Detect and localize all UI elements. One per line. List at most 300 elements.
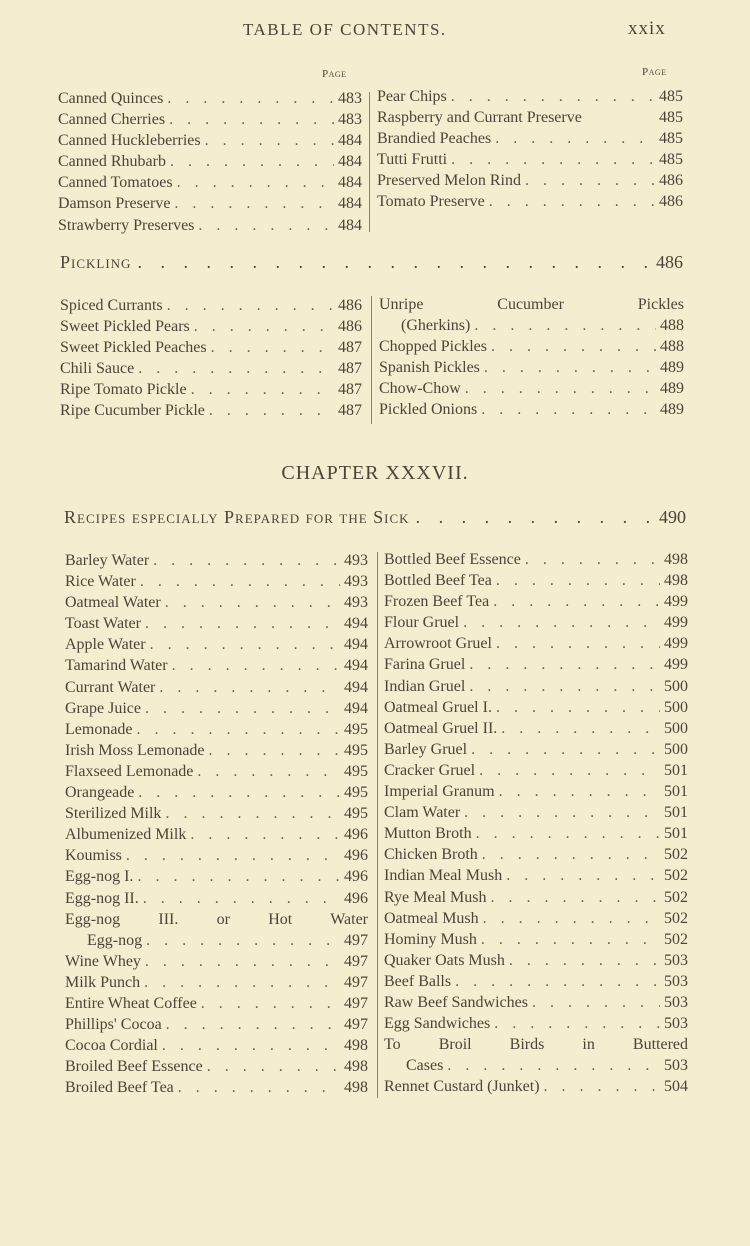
section-title: Pickling [60,252,132,272]
entry-title: Oatmeal Mush [384,909,479,927]
entry-title: Canned Cherries [58,111,166,129]
toc-entry [379,357,684,378]
section-title: Recipes especially Prepared for the Sick [64,507,410,527]
entry-title: To Broil Birds in Buttered [384,1036,688,1054]
dot-leader [471,739,660,760]
toc-entry [384,739,688,760]
entry-page: 497 [344,952,368,970]
entry-title: Barley Water [65,552,150,569]
entry-page: 501 [664,825,688,843]
entry-title: Chopped Pickles [379,338,487,356]
dot-leader [138,358,334,379]
toc-entry [379,336,684,357]
toc-entry [384,697,688,718]
dot-leader [506,865,660,886]
toc-entry [65,888,368,909]
toc-entry [379,315,684,336]
entry-page: 489 [660,380,684,398]
dot-leader [191,379,334,400]
toc-entry [384,971,688,992]
entry-title: Imperial Granum [384,783,495,801]
entry-page: 497 [344,994,368,1012]
dot-leader [494,1013,660,1034]
toc-entry-line [379,294,684,315]
entry-page: 499 [664,656,688,674]
dot-leader [416,507,653,528]
toc-entry [65,1056,368,1077]
toc-entry [65,845,368,866]
entry-page: 486 [659,172,683,190]
sick-left-column [65,550,368,1098]
toc-entry [65,930,368,951]
dot-leader [499,781,660,802]
dot-leader [194,316,334,337]
entry-page: 500 [664,677,688,695]
entry-page: 499 [664,635,688,653]
preserves-right-column [377,86,683,213]
dot-leader [140,571,340,592]
entry-page: 485 [659,88,683,105]
entry-title: Sterilized Milk [65,805,162,823]
entry-page: 495 [344,762,368,780]
entry-page: 487 [338,360,362,378]
entry-title: Farina Gruel [384,656,466,674]
toc-entry [58,109,362,130]
entry-page: 485 [659,130,683,148]
section-heading-pickling [60,252,683,273]
dot-leader [495,128,655,149]
toc-entry [377,86,683,107]
toc-entry [65,1035,368,1056]
dot-leader [165,592,340,613]
entry-page: 497 [344,1016,368,1034]
entry-page: 495 [344,741,368,759]
entry-page: 489 [660,401,684,419]
dot-leader [451,86,655,107]
toc-entry [60,295,362,316]
entry-title: Chili Sauce [60,360,135,378]
entry-title: Milk Punch [65,973,141,991]
entry-title: Brandied Peaches [377,130,492,148]
dot-leader [211,337,334,358]
entry-page: 496 [344,889,368,907]
entry-page: 503 [664,972,688,990]
entry-title: Albumenized Milk [65,826,187,844]
entry-title: Chicken Broth [384,846,478,864]
toc-entry [377,149,683,170]
toc-entry [384,865,688,886]
toc-entry [58,130,362,151]
dot-leader [145,613,340,634]
entry-page: 500 [664,698,688,716]
dot-leader [465,378,656,399]
entry-page: 502 [664,867,688,885]
entry-title: Chow-Chow [379,380,461,398]
entry-title: Preserved Melon Rind [377,172,521,190]
page-column-label: Page [642,66,667,78]
toc-entry [58,151,362,172]
entry-page: 497 [344,973,368,991]
toc-entry [384,612,688,633]
dot-leader [482,844,660,865]
entry-page: 495 [344,784,368,802]
toc-entry [384,823,688,844]
toc-entry [65,655,368,676]
running-title: TABLE OF CONTENTS. [243,20,447,39]
dot-leader [509,950,660,971]
dot-leader [143,888,340,909]
entry-page: 503 [664,993,688,1011]
entry-page: 483 [338,111,362,129]
dot-leader [167,88,334,109]
dot-leader [491,336,656,357]
dot-leader [489,191,655,212]
toc-entry [60,358,362,379]
dot-leader [166,1014,340,1035]
toc-entry [65,719,368,740]
dot-leader [170,151,334,172]
dot-leader [165,803,340,824]
toc-entry [384,950,688,971]
entry-page: 484 [338,195,362,213]
dot-leader [493,591,660,612]
entry-title: Entire Wheat Coffee [65,994,197,1012]
toc-entry [65,1077,368,1098]
entry-title: Phillips' Cocoa [65,1016,162,1034]
entry-title: Canned Quinces [58,90,164,107]
toc-entry [379,378,684,399]
toc-entry [384,802,688,823]
entry-page: 501 [664,804,688,822]
entry-page: 499 [664,593,688,611]
dot-leader [474,315,656,336]
dot-leader [153,550,340,571]
entry-page: 485 [659,109,683,127]
entry-title: Clam Water [384,804,461,822]
dot-leader [197,761,340,782]
toc-entry [384,760,688,781]
toc-entry [379,399,684,420]
entry-title: Rice Water [65,573,136,591]
entry-page: 496 [344,826,368,844]
entry-title: Indian Meal Mush [384,867,503,885]
entry-title-continued: Cases [406,1057,444,1075]
entry-title: Damson Preserve [58,195,171,213]
entry-page: 498 [664,572,688,590]
dot-leader [144,972,340,993]
toc-entry [384,929,688,950]
toc-entry [384,676,688,697]
entry-title: Cocoa Cordial [65,1037,158,1055]
entry-page: 496 [344,847,368,865]
dot-leader [167,295,334,316]
entry-title: Flour Gruel [384,614,460,632]
entry-page: 485 [659,151,683,169]
entry-title: Tamarind Water [65,657,168,675]
entry-title: Rye Meal Mush [384,888,487,906]
toc-entry [384,1055,688,1076]
entry-page: 498 [344,1037,368,1055]
toc-entry [384,549,688,570]
dot-leader [174,193,334,214]
entry-title: Pickled Onions [379,401,478,419]
entry-title: Strawberry Preserves [58,216,195,234]
dot-leader [137,866,340,887]
entry-title: Lemonade [65,720,133,738]
dot-leader [479,760,660,781]
toc-entry [60,379,362,400]
toc-entry [65,613,368,634]
toc-entry [65,677,368,698]
toc-entry [58,88,362,109]
toc-entry [384,992,688,1013]
toc-entry-line [65,909,368,930]
entry-title: Raw Beef Sandwiches [384,993,528,1011]
entry-title: Broiled Beef Tea [65,1079,174,1097]
dot-leader [501,718,660,739]
toc-entry-line [384,1034,688,1055]
entry-title: Wine Whey [65,952,141,970]
toc-entry [58,215,362,236]
dot-leader [169,109,334,130]
entry-page: 496 [344,868,368,886]
dot-leader [447,1055,660,1076]
section-heading-sick [64,507,686,528]
entry-title: Arrowroot Gruel [384,635,492,653]
dot-leader [146,930,340,951]
dot-leader [481,929,660,950]
entry-page: 498 [344,1079,368,1097]
dot-leader [455,971,660,992]
toc-entry [384,633,688,654]
entry-page: 498 [664,551,688,568]
entry-page: 494 [344,678,368,696]
entry-title: Hominy Mush [384,930,477,948]
entry-page: 484 [338,153,362,171]
chapter-heading: CHAPTER XXXVII. [281,462,469,484]
toc-entry [60,316,362,337]
entry-page: 502 [664,888,688,906]
entry-title-continued: Egg-nog [87,931,143,949]
entry-page: 501 [664,761,688,779]
entry-page: 495 [344,720,368,738]
sick-right-column [384,549,688,1097]
entry-title: Ripe Tomato Pickle [60,381,187,399]
entry-page: 483 [338,90,362,107]
toc-entry [377,107,683,128]
entry-title: Egg-nog II. [65,889,139,907]
entry-page: 495 [344,805,368,823]
entry-title: Cracker Gruel [384,761,476,779]
toc-entry [384,591,688,612]
dot-leader [544,1076,660,1097]
entry-page: 500 [664,719,688,737]
entry-title: Quaker Oats Mush [384,951,505,969]
entry-page: 494 [344,657,368,675]
dot-leader [145,698,340,719]
entry-title: Egg-nog III. or Hot Water [65,910,368,928]
entry-page: 500 [664,740,688,758]
entry-title: Indian Gruel [384,677,466,695]
pickling-right-column [379,294,684,421]
entry-page: 487 [338,402,362,420]
dot-leader [201,993,340,1014]
page-column-label: Page [322,68,347,80]
preserves-left-column [58,88,362,236]
dot-leader [481,399,656,420]
entry-title: Toast Water [65,615,141,633]
dot-leader [172,655,340,676]
entry-title: Flaxseed Lemonade [65,762,194,780]
entry-title: Ripe Cucumber Pickle [60,402,205,420]
dot-leader [469,676,660,697]
entry-title-continued: (Gherkins) [401,317,471,335]
toc-entry [377,191,683,212]
toc-entry [65,1014,368,1035]
dot-leader [484,357,656,378]
dot-leader [483,908,660,929]
dot-leader [137,252,650,273]
entry-title: Frozen Beef Tea [384,593,490,611]
toc-entry [65,866,368,887]
entry-title: Sweet Pickled Peaches [60,339,207,357]
dot-leader [496,633,660,654]
dot-leader [159,677,340,698]
dot-leader [525,170,655,191]
dot-leader [490,887,660,908]
entry-page: 493 [344,573,368,591]
dot-leader [209,400,334,421]
entry-title: Orangeade [65,784,135,802]
entry-title: Apple Water [65,636,146,654]
entry-page: 503 [664,1057,688,1075]
entry-page: 487 [338,339,362,357]
entry-title: Mutton Broth [384,825,472,843]
entry-title: Spanish Pickles [379,359,480,377]
toc-entry [384,908,688,929]
dot-leader [126,845,340,866]
toc-entry [384,781,688,802]
entry-page: 494 [344,699,368,717]
dot-leader [463,612,660,633]
entry-page: 484 [338,174,362,192]
toc-entry [65,993,368,1014]
entry-page: 502 [664,930,688,948]
entry-title: Grape Juice [65,699,141,717]
entry-page: 493 [344,594,368,612]
toc-entry [65,951,368,972]
column-divider [371,296,372,424]
dot-leader [469,654,660,675]
toc-entry [58,193,362,214]
toc-entry [60,337,362,358]
dot-leader [178,1077,340,1098]
dot-leader [205,130,334,151]
entry-title: Bottled Beef Essence [384,551,521,568]
entry-title: Barley Gruel [384,740,468,758]
entry-title: Oatmeal Gruel II. [384,719,498,737]
entry-page: 486 [338,318,362,336]
entry-page: 484 [338,216,362,234]
entry-page: 502 [664,909,688,927]
entry-page: 494 [344,636,368,654]
toc-entry [65,698,368,719]
dot-leader [207,1056,340,1077]
entry-title: Canned Tomatoes [58,174,173,192]
toc-entry [384,887,688,908]
entry-page: 502 [664,846,688,864]
dot-leader [209,740,340,761]
entry-page: 489 [660,359,684,377]
toc-entry [65,740,368,761]
dot-leader [464,802,660,823]
entry-title: Oatmeal Gruel I. [384,698,492,716]
entry-title: Unripe Cucumber Pickles [379,296,684,313]
toc-entry [377,170,683,191]
entry-title: Irish Moss Lemonade [65,741,205,759]
pickling-left-column [60,295,362,422]
entry-page: 486 [338,297,362,314]
dot-leader [138,782,340,803]
entry-title: Egg Sandwiches [384,1015,491,1033]
entry-page: 493 [344,552,368,569]
dot-leader [476,823,660,844]
toc-entry [384,844,688,865]
entry-page: 503 [664,1015,688,1033]
toc-entry [65,571,368,592]
toc-entry [58,172,362,193]
entry-page: 484 [338,132,362,150]
dot-leader [451,149,655,170]
dot-leader [177,172,334,193]
toc-entry [377,128,683,149]
toc-entry [65,824,368,845]
dot-leader [525,549,660,570]
entry-title: Bottled Beef Tea [384,572,492,590]
dot-leader [145,951,340,972]
entry-page: 501 [664,783,688,801]
toc-entry [384,1076,688,1097]
toc-entry [65,782,368,803]
dot-leader [190,824,340,845]
entry-title: Spiced Currants [60,297,163,314]
entry-title: Rennet Custard (Junket) [384,1078,540,1096]
entry-title: Tomato Preserve [377,193,485,211]
entry-title: Canned Rhubarb [58,153,166,171]
entry-page: 497 [344,931,368,949]
section-page: 486 [656,252,683,272]
entry-title: Broiled Beef Essence [65,1058,203,1076]
entry-title: Raspberry and Currant Preserve [377,109,582,127]
entry-title: Koumiss [65,847,122,865]
toc-entry [60,400,362,421]
dot-leader [137,719,340,740]
toc-entry [384,718,688,739]
entry-page: 503 [664,951,688,969]
toc-entry [65,761,368,782]
toc-entry [65,972,368,993]
column-divider [369,92,370,232]
entry-title: Currant Water [65,678,156,696]
toc-entry [384,570,688,591]
toc-entry [384,654,688,675]
entry-title: Beef Balls [384,972,452,990]
entry-page: 498 [344,1058,368,1076]
entry-page: 486 [659,193,683,211]
entry-title: Sweet Pickled Pears [60,318,190,336]
section-page: 490 [659,507,686,527]
entry-title: Egg-nog I. [65,868,134,886]
